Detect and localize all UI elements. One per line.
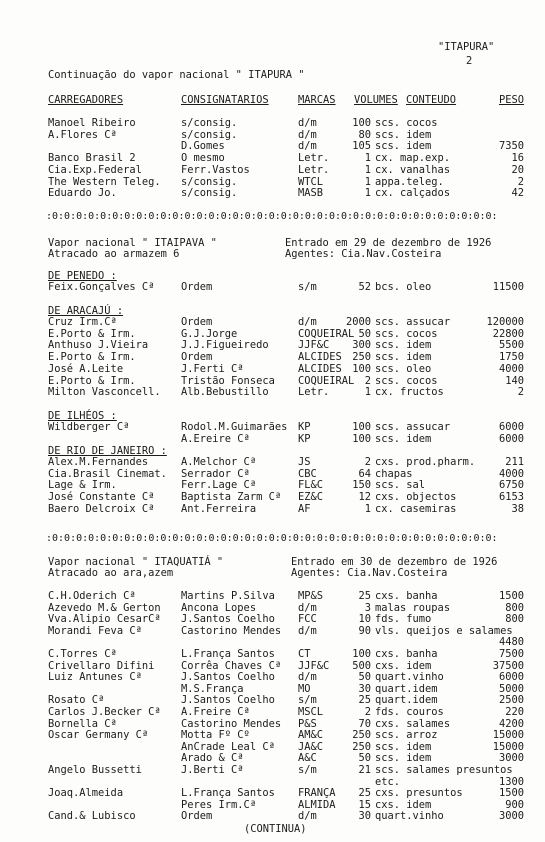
cell-consignatario: Ant.Ferreira	[181, 502, 257, 515]
cell-volumes: 50	[358, 671, 371, 684]
cell-peso: 4000	[498, 467, 524, 480]
cell-carregador: Eduardo Jo.	[48, 187, 117, 200]
cell-conteudo: cxs. presuntos	[375, 787, 463, 800]
section-heading: DE ARACAJÚ :	[48, 305, 124, 317]
cell-marca: FL&C	[298, 479, 324, 492]
itapava-agents: Agentes: Cia.Nav.Costeira	[285, 248, 442, 260]
cell-consignatario: L.França Santos	[181, 787, 275, 800]
cell-volumes: 1	[364, 187, 371, 200]
cell-consignatario: AnCrade Leal Cª	[181, 740, 275, 753]
cell-carregador: The Western Teleg.	[48, 175, 161, 188]
cell-carregador: A.Flores Cª	[48, 128, 117, 141]
col-carregadores: CARREGADORES	[48, 94, 124, 106]
cell-peso: 2	[517, 175, 524, 188]
cell-peso: 2500	[498, 694, 524, 707]
cell-conteudo: scs. idem	[375, 140, 432, 153]
itapava-berth: Atracado ao armazem 6	[48, 248, 180, 260]
cell-consignatario: J.Santos Coelho	[181, 613, 275, 626]
cell-consignatario: L.França Santos	[181, 648, 275, 660]
cell-peso: 38	[511, 502, 524, 515]
cell-consignatario: Tristão Fonseca	[181, 374, 275, 387]
cell-carregador: Oscar Germany Cª	[48, 729, 149, 742]
cell-volumes: 90	[358, 624, 371, 637]
cell-conteudo: quart.vinho	[375, 671, 444, 684]
cell-peso: 800	[505, 613, 524, 626]
cell-carregador: José Constante Cª	[48, 491, 155, 504]
cell-conteudo: fds. fumo	[375, 613, 432, 626]
cell-peso: 3000	[498, 752, 524, 765]
cell-consignatario: Castorino Mendes	[181, 624, 282, 637]
cell-consignatario: Ordem	[181, 810, 213, 823]
cell-volumes: 21	[358, 764, 371, 776]
cell-consignatario: J.J.Figueiredo	[181, 339, 269, 352]
itaquatia-berth: Atracado ao ara,azem	[48, 567, 174, 579]
cell-consignatario: s/consig.	[181, 187, 238, 200]
cell-carregador: Vva.Alipio CesarCª	[48, 613, 161, 626]
cell-carregador: José A.Leite	[48, 362, 124, 375]
cell-marca: KP	[298, 421, 311, 433]
continuation-heading: Continuação do vapor nacional " ITAPURA "	[48, 69, 305, 81]
cell-carregador: Manoel Ribeiro	[48, 117, 136, 129]
cell-carregador: Cruz Irm.Cª	[48, 316, 117, 328]
cell-volumes: 2	[364, 706, 371, 718]
cell-volumes: 300	[352, 339, 371, 352]
cell-marca: ALCIDES	[298, 362, 342, 375]
cell-conteudo: scs. idem	[375, 432, 432, 445]
cell-conteudo: cxs. objectos	[375, 491, 457, 504]
cell-marca: JS	[298, 456, 311, 468]
cell-marca: d/m	[298, 316, 317, 328]
cell-conteudo: scs. idem	[375, 351, 432, 364]
cell-volumes: 2000	[345, 316, 371, 328]
cell-carregador: E.Porto & Irm.	[48, 374, 136, 387]
cell-marca: JJF&C	[298, 339, 330, 352]
cell-peso: 4000	[498, 362, 524, 375]
cell-volumes: 70	[358, 717, 371, 730]
cell-consignatario: J.Ferti Cª	[181, 362, 244, 375]
cell-conteudo: fds. couros	[375, 706, 444, 718]
cell-consignatario: Castorino Mendes	[181, 717, 282, 730]
cell-conteudo: scs. idem	[375, 740, 432, 753]
cell-marca: P&S	[298, 717, 317, 730]
cell-volumes: 1	[364, 386, 371, 399]
cell-marca: MP&S	[298, 590, 324, 602]
cell-conteudo: cxs. salames	[375, 717, 451, 730]
cell-marca: COQUEIRAL	[298, 374, 355, 387]
cell-carregador: Carlos J.Becker Cª	[48, 706, 161, 718]
cell-conteudo: scs. idem	[375, 752, 432, 765]
cell-carregador: Anthuso J.Vieira	[48, 339, 149, 352]
cell-carregador: Alex.M.Fernandes	[48, 456, 149, 468]
document-title: "ITAPURA"	[438, 41, 495, 53]
col-marcas: MARCAS	[298, 94, 336, 106]
cell-volumes: 25	[358, 787, 371, 800]
cell-volumes: 50	[358, 327, 371, 340]
cell-conteudo: cx. casemiras	[375, 502, 457, 515]
cell-carregador: Baero Delcroix Cª	[48, 502, 155, 515]
cell-marca: d/m	[298, 117, 317, 129]
cell-marca: MASB	[298, 187, 324, 200]
cell-peso: 5500	[498, 339, 524, 352]
cell-conteudo: cxs. prod.pharm.	[375, 456, 476, 468]
cell-marca: d/m	[298, 671, 317, 684]
cell-volumes: 1	[364, 175, 371, 188]
cell-carregador: Azevedo M.& Gerton	[48, 601, 161, 614]
cell-marca: A&C	[298, 752, 317, 765]
cell-conteudo: bcs. oleo	[375, 281, 432, 293]
cell-marca: s/m	[298, 694, 317, 707]
cell-volumes: 500	[352, 659, 371, 672]
cell-conteudo: cx. map.exp.	[375, 152, 451, 165]
section-heading: DE RIO DE JANEIRO :	[48, 445, 167, 457]
cell-consignatario: s/consig.	[181, 175, 238, 188]
cell-conteudo: scs. sal	[375, 479, 426, 492]
cell-conteudo: scs. idem	[375, 128, 432, 141]
cell-volumes: 100	[352, 362, 371, 375]
cell-marca: d/m	[298, 140, 317, 153]
cell-marca: d/m	[298, 810, 317, 823]
cell-carregador: Bornella Cª	[48, 717, 117, 730]
cell-volumes: 100	[352, 648, 371, 660]
cell-marca: MSCL	[298, 706, 324, 718]
cell-conteudo: scs. assucar	[375, 421, 451, 433]
cell-marca: d/m	[298, 601, 317, 614]
cell-consignatario: D.Gomes	[181, 140, 225, 153]
col-volumes: VOLUMES	[354, 94, 398, 106]
cell-conteudo: cxs. banha	[375, 648, 438, 660]
cell-volumes: 50	[358, 752, 371, 765]
cell-conteudo: cxs. banha	[375, 590, 438, 602]
cell-carregador: Rosato Cª	[48, 694, 105, 707]
cell-consignatario: Ordem	[181, 316, 213, 328]
cell-conteudo: scs. arroz	[375, 729, 438, 742]
continua-footer: (CONTINUA)	[244, 823, 307, 835]
cell-consignatario: Serrador Cª	[181, 467, 250, 480]
cell-conteudo: scs. oleo	[375, 362, 432, 375]
cell-peso: 11500	[492, 281, 524, 293]
cell-consignatario: Martins P.Silva	[181, 590, 275, 602]
cell-consignatario: M.S.França	[181, 682, 244, 695]
section-heading: DE PENEDO :	[48, 270, 117, 282]
cell-peso: 1500	[498, 787, 524, 800]
cell-volumes: 250	[352, 729, 371, 742]
cell-peso: 1300	[498, 775, 524, 788]
cell-peso: 5000	[498, 682, 524, 695]
cell-consignatario: s/consig.	[181, 128, 238, 141]
cell-conteudo: appa.teleg.	[375, 175, 444, 188]
cell-peso: 6750	[498, 479, 524, 492]
cell-marca: FRANÇA	[298, 787, 336, 800]
cell-carregador: E.Porto & Irm.	[48, 327, 136, 340]
cell-carregador: Banco Brasil 2	[48, 152, 136, 165]
cell-volumes: 64	[358, 467, 371, 480]
cell-marca: d/m	[298, 128, 317, 141]
cell-consignatario: Motta Fº Cº	[181, 729, 250, 742]
cell-marca: EZ&C	[298, 491, 324, 504]
col-conteudo: CONTEUDO	[406, 94, 457, 106]
cell-consignatario: O mesmo	[181, 152, 225, 165]
cell-volumes: 250	[352, 351, 371, 364]
cell-consignatario: A.Melchor Cª	[181, 456, 257, 468]
cell-peso: 220	[505, 706, 524, 718]
itaquatia-vessel: Vapor nacional " ITAQUATIÁ "	[48, 556, 224, 568]
cell-conteudo: cx. calçados	[375, 187, 451, 200]
cell-carregador: Crivellaro Difini	[48, 659, 155, 672]
cell-marca: Letr.	[298, 163, 330, 176]
cell-carregador: Joaq.Almeida	[48, 787, 124, 800]
cell-peso: 16	[511, 152, 524, 165]
cell-conteudo: scs. cocos	[375, 374, 438, 387]
cell-peso: 120000	[486, 316, 524, 328]
section-heading: DE ILHÉOS :	[48, 410, 117, 422]
cell-conteudo: cxs. idem	[375, 798, 432, 811]
cell-marca: MO	[298, 682, 311, 695]
cell-carregador: Feix.Gonçalves Cª	[48, 281, 155, 293]
cell-carregador: Lage & Irm.	[48, 479, 117, 492]
cell-peso: 6000	[498, 432, 524, 445]
cell-carregador: Morandi Feva Cª	[48, 624, 142, 637]
cell-volumes: 1	[364, 163, 371, 176]
separator: :0:0:0:0:0:0:0:0:0:0:0:0:0:0:0:0:0:0:0:0:0:0:0:0:0:0:0:0:0:0:0:0:0:0:0:0:0:	[46, 533, 498, 544]
cell-carregador: Cia.Exp.Federal	[48, 163, 142, 176]
cell-peso: 6000	[498, 421, 524, 433]
cell-consignatario: G.J.Jorge	[181, 327, 238, 340]
cell-volumes: 80	[358, 128, 371, 141]
cell-conteudo: cxs. idem	[375, 659, 432, 672]
cell-volumes: 52	[358, 281, 371, 293]
cell-marca: Letr.	[298, 386, 330, 399]
cell-consignatario: J.Santos Coelho	[181, 671, 275, 684]
cell-volumes: 12	[358, 491, 371, 504]
cell-carregador: Angelo Bussetti	[48, 764, 142, 776]
cell-peso: 1500	[498, 590, 524, 602]
cell-consignatario: A.Ereire Cª	[181, 432, 250, 445]
cell-peso: 6000	[498, 671, 524, 684]
cell-conteudo: cx. vanalhas	[375, 163, 451, 176]
cell-carregador: Luiz Antunes Cª	[48, 671, 142, 684]
cell-peso: 4480	[498, 636, 524, 649]
cell-marca: JA&C	[298, 740, 324, 753]
cell-marca: ALCIDES	[298, 351, 342, 364]
cell-conteudo: etc.	[375, 775, 401, 788]
cell-volumes: 3	[364, 601, 371, 614]
separator: :0:0:0:0:0:0:0:0:0:0:0:0:0:0:0:0:0:0:0:0:0:0:0:0:0:0:0:0:0:0:0:0:0:0:0:0:0:	[46, 211, 498, 222]
cell-volumes: 100	[352, 421, 371, 433]
cell-marca: AM&C	[298, 729, 324, 742]
cell-consignatario: Ferr.Lage Cª	[181, 479, 257, 492]
cell-conteudo: scs. assucar	[375, 316, 451, 328]
cell-volumes: 2	[364, 374, 371, 387]
cell-carregador: Cia.Brasil Cinemat.	[48, 467, 167, 480]
cell-consignatario: J.Berti Cª	[181, 764, 244, 776]
cell-consignatario: Ferr.Vastos	[181, 163, 250, 176]
cell-conteudo: scs. idem	[375, 339, 432, 352]
cell-volumes: 10	[358, 613, 371, 626]
cell-marca: s/m	[298, 281, 317, 293]
cell-carregador: E.Porto & Irm.	[48, 351, 136, 364]
col-peso: PESO	[498, 94, 524, 106]
itaquatia-agents: Agentes: Cia.Nav.Costeira	[291, 567, 448, 579]
cell-peso: 7500	[498, 648, 524, 660]
cell-conteudo: quart.idem	[375, 682, 438, 695]
cell-marca: JJF&C	[298, 659, 330, 672]
cell-consignatario: Baptista Zarm Cª	[181, 491, 282, 504]
cell-consignatario: Peres Irm.Cª	[181, 798, 257, 811]
cell-peso: 37500	[492, 659, 524, 672]
itapava-arrival: Entrado em 29 de dezembro de 1926	[285, 237, 492, 249]
cell-peso: 20	[511, 163, 524, 176]
cell-consignatario: Ordem	[181, 281, 213, 293]
cell-peso: 900	[505, 798, 524, 811]
cell-marca: COQUEIRAL	[298, 327, 355, 340]
page-number: 2	[466, 55, 473, 67]
cell-conteudo: scs. salames presuntos	[375, 764, 513, 776]
cell-volumes: 250	[352, 740, 371, 753]
cell-marca: s/m	[298, 764, 317, 776]
cell-marca: ALMIDA	[298, 798, 336, 811]
cell-volumes: 2	[364, 456, 371, 468]
cell-volumes: 105	[352, 140, 371, 153]
cell-marca: d/m	[298, 624, 317, 637]
cell-peso: 42	[511, 187, 524, 200]
cell-peso: 800	[505, 601, 524, 614]
cell-conteudo: cx. fructos	[375, 386, 444, 399]
cell-volumes: 100	[352, 117, 371, 129]
cell-conteudo: quart.vinho	[375, 810, 444, 823]
cell-peso: 140	[505, 374, 524, 387]
itapava-vessel: Vapor nacional " ITAIPAVA "	[48, 237, 217, 249]
cell-peso: 22800	[492, 327, 524, 340]
cell-marca: CT	[298, 648, 311, 660]
cell-consignatario: Corrêa Chaves Cª	[181, 659, 282, 672]
cell-peso: 6153	[498, 491, 524, 504]
cell-conteudo: scs. cocos	[375, 117, 438, 129]
cell-peso: 15000	[492, 740, 524, 753]
cell-peso: 3000	[498, 810, 524, 823]
cell-conteudo: chapas	[375, 467, 413, 480]
cell-volumes: 25	[358, 694, 371, 707]
cell-volumes: 100	[352, 432, 371, 445]
cell-volumes: 150	[352, 479, 371, 492]
cell-carregador: Wildberger Cª	[48, 421, 130, 433]
cell-marca: WTCL	[298, 175, 324, 188]
cell-conteudo: quart.idem	[375, 694, 438, 707]
cell-conteudo: scs. cocos	[375, 327, 438, 340]
cell-peso: 15000	[492, 729, 524, 742]
itaquatia-arrival: Entrado em 30 de dezembro de 1926	[291, 556, 498, 568]
cell-conteudo: vls. queijos e salames	[375, 624, 513, 637]
cell-marca: Letr.	[298, 152, 330, 165]
cell-volumes: 30	[358, 682, 371, 695]
cell-conteudo: malas roupas	[375, 601, 451, 614]
cell-peso: 4200	[498, 717, 524, 730]
cell-marca: KP	[298, 432, 311, 445]
cell-marca: AF	[298, 502, 311, 515]
cell-consignatario: Alb.Bebustillo	[181, 386, 269, 399]
cell-peso: 211	[505, 456, 524, 468]
cell-consignatario: Ordem	[181, 351, 213, 364]
cell-carregador: C.Torres Cª	[48, 648, 117, 660]
cell-consignatario: A.Freire Cª	[181, 706, 250, 718]
cell-consignatario: Arado & Cª	[181, 752, 244, 765]
cell-volumes: 1	[364, 502, 371, 515]
col-consignatarios: CONSIGNATARIOS	[181, 94, 269, 106]
cell-volumes: 25	[358, 590, 371, 602]
cell-carregador: Cand.& Lubisco	[48, 810, 136, 823]
cell-carregador: Milton Vasconcell.	[48, 386, 161, 399]
cell-peso: 7350	[498, 140, 524, 153]
cell-consignatario: s/consig.	[181, 117, 238, 129]
cell-carregador: C.H.Oderich Cª	[48, 590, 136, 602]
cell-consignatario: J.Santos Coelho	[181, 694, 275, 707]
cell-marca: FCC	[298, 613, 317, 626]
cell-consignatario: Rodol.M.Guimarães	[181, 421, 288, 433]
cell-peso: 2	[517, 386, 524, 399]
cell-peso: 1750	[498, 351, 524, 364]
cell-volumes: 30	[358, 810, 371, 823]
cell-volumes: 15	[358, 798, 371, 811]
cell-consignatario: Ancona Lopes	[181, 601, 257, 614]
cell-volumes: 1	[364, 152, 371, 165]
cell-marca: CBC	[298, 467, 317, 480]
